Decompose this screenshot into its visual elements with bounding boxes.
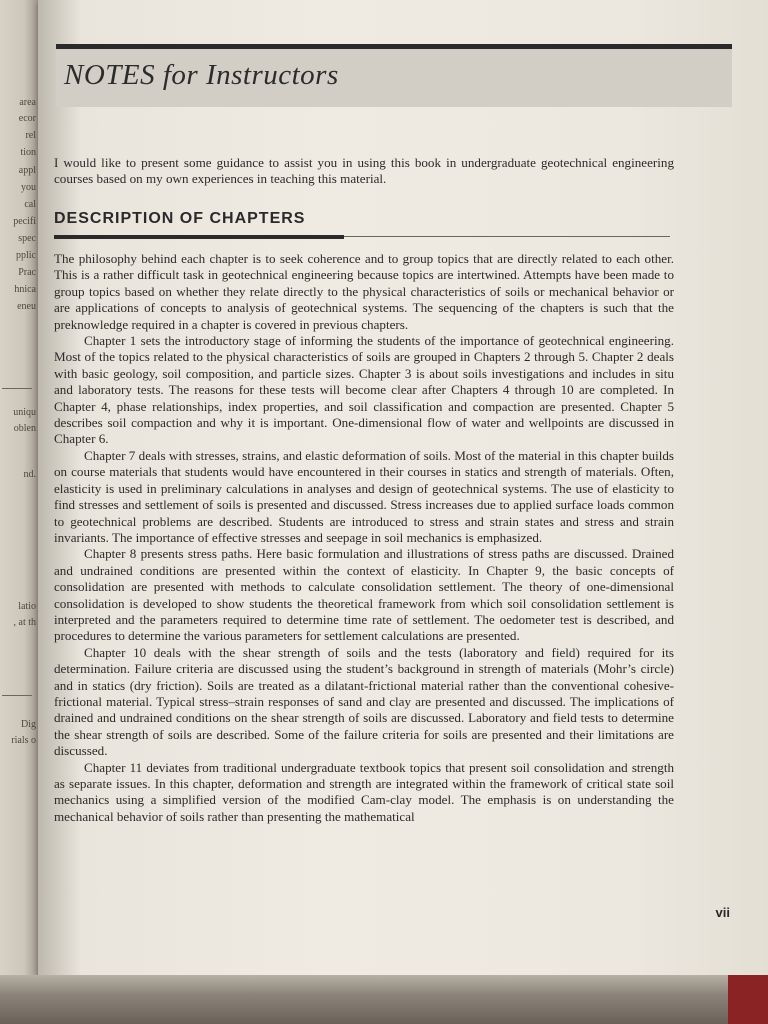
adjacent-page-edge	[0, 0, 40, 1024]
section-heading: DESCRIPTION OF CHAPTERS	[54, 210, 306, 227]
left-fragment: cal	[24, 199, 36, 210]
title-band	[56, 44, 732, 107]
left-fragment: oblen	[13, 423, 36, 434]
section-rule-thin	[344, 236, 670, 237]
book-page	[38, 0, 768, 975]
section-rule-thick	[54, 235, 344, 239]
left-fragment: Prac	[18, 267, 36, 278]
left-fragment: , at th	[13, 617, 36, 628]
page-stack-bottom	[0, 975, 768, 1024]
left-fragment: latio	[18, 601, 36, 612]
paragraph: Chapter 10 deals with the shear strength of soils and the tests (laboratory and field) required for its determination. Failure criteria are discussed using the student’s background in strength of materials (Mohr’s circle) and in statics (dry friction). Soils are treated as a dilatant-frictional material rather than the conventional cohesive-frictional material. Typical stress–strain responses of sand and clay are presented and discussed. The implications of drained and undrained conditions on the shear strength of soils are discussed. Laboratory and field tests to determine the shear strength of soils are described. Some of the failure criteria for soils are presented and their limitations are discussed.	[54, 644, 674, 759]
left-fragment: ecor	[18, 113, 36, 124]
left-fragment: hnica	[14, 284, 36, 295]
intro-paragraph: I would like to present some guidance to assist you in using this book in undergraduate geotechnical engineering courses based on my own experiences in teaching this material.	[54, 155, 674, 187]
left-fragment: pecifi	[13, 216, 36, 227]
paragraph: Chapter 7 deals with stresses, strains, and elastic deformation of soils. Most of the material in this chapter builds on course materials that students would have encountered in their courses in statics and strength of materials. Often, elasticity is used in preliminary calculations in analyses and design of geotechnical systems. The use of elasticity to find stresses and settlement of soils is presented and discussed. Stress increases due to applied surface loads common to geotechnical problems are described. Students are introduced to stress and strain states and stress and strain invariants. The importance of effective stresses and seepage in soil mechanics is emphasized.	[54, 447, 674, 545]
left-fragment: nd.	[23, 469, 36, 480]
paragraph: Chapter 1 sets the introductory stage of informing the students of the importance of geotechnical engineering. Most of the topics related to the physical characteristics of soils are grouped in Chapters 2 through 5. Chapter 2 deals with basic geology, soil composition, and particle sizes. Chapter 3 is about soils investigations and includes in situ and laboratory tests. The reasons for these tests will become clear after Chapters 4 through 10 are completed. In Chapter 4, phase relationships, index properties, and soil classification and compaction are presented. Chapter 5 describes soil compaction and why it is important. One-dimensional flow of water and wellpoints are discussed in Chapter 6.	[54, 333, 674, 447]
page-title: NOTES for Instructors	[64, 59, 339, 91]
chapters-body	[54, 251, 674, 825]
left-fragment: spec	[18, 233, 36, 244]
left-fragment: uniqu	[13, 407, 36, 418]
left-fragment: Dig	[21, 719, 36, 730]
left-fragment: eneu	[17, 301, 36, 312]
paragraph: Chapter 11 deviates from traditional undergraduate textbook topics that present soil consolidation and strength as separate issues. In this chapter, deformation and strength are integrated within the framework of critical state soil mechanics using a simplified version of the modified Cam-clay model. The emphasis is on understanding the mechanical behavior of soils rather than presenting the mathematical	[54, 759, 674, 824]
book-cover-edge	[728, 975, 768, 1024]
left-fragment: area	[19, 97, 36, 108]
left-fragment: you	[21, 182, 36, 193]
paragraph: The philosophy behind each chapter is to seek coherence and to group topics that are directly related to each other. This is a rather difficult task in geotechnical engineering because topics are intertwined. Attempts have been made to group topics based on whether they relate directly to the physical characteristics of soils or mechanical behavior or are applications of concepts to analysis of geotechnical systems. The sequencing of the chapters is such that the preknowledge required in a chapter is covered in previous chapters.	[54, 251, 674, 332]
left-fragment: pplic	[16, 250, 36, 261]
left-fragment: rials o	[11, 735, 36, 746]
left-rule	[2, 695, 32, 696]
left-fragment: rel	[25, 130, 36, 141]
paragraph: Chapter 8 presents stress paths. Here basic formulation and illustrations of stress paths are discussed. Drained and undrained conditions are presented within the context of elasticity. In Chapter 9, the basic concepts of consolidation are presented with methods to calculate consolidation settlement. The theory of one-dimensional consolidation is developed to show students the theoretical framework from which soil consolidation settlement is interpreted and the parameters required to determine time rate of settlement. The oedometer test is described, and procedures to determine the various parameters for settlement calculations are presented.	[54, 546, 674, 644]
left-fragment: tion	[20, 147, 36, 158]
left-fragment: appl	[18, 165, 36, 176]
page-number: vii	[715, 905, 730, 920]
left-rule	[2, 388, 32, 389]
